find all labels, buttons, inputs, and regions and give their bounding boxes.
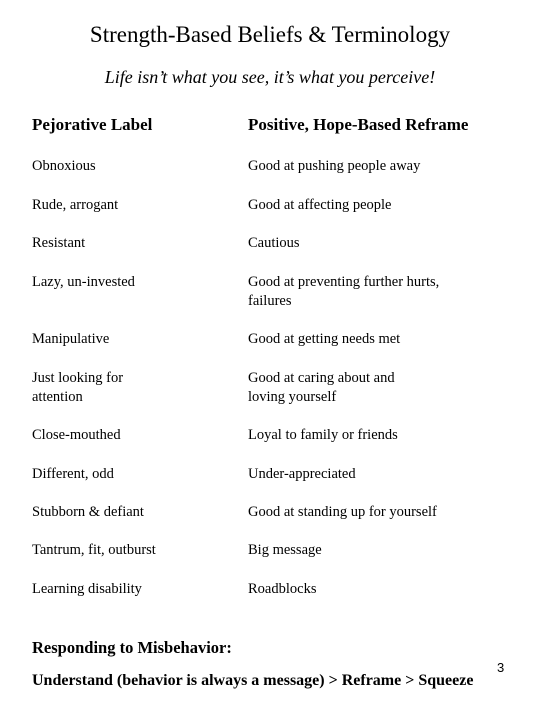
table-row-label: Resistant — [32, 235, 86, 251]
table-row-label: Obnoxious — [32, 158, 96, 174]
table-row-label: Lazy, un-invested — [32, 274, 135, 290]
table-row-reframe: Good at preventing further hurts, failures — [248, 274, 440, 309]
table-row-reframe: Good at pushing people away — [248, 158, 421, 174]
page-subtitle: Life isn’t what you see, it’s what you perceive! — [104, 67, 436, 87]
table-row-reframe: Under-appreciated — [248, 466, 356, 482]
table-row-reframe: Loyal to family or friends — [248, 427, 398, 443]
table-row-reframe: Good at caring about and loving yourself — [248, 370, 395, 405]
table-row-reframe: Good at affecting people — [248, 197, 392, 213]
table-row-reframe: Cautious — [248, 235, 300, 251]
table-row-reframe: Big message — [248, 542, 322, 558]
table-row-label: Learning disability — [32, 581, 142, 597]
table-row-reframe: Good at getting needs met — [248, 331, 401, 347]
table-row-reframe: Roadblocks — [248, 581, 317, 597]
table-row-label: Different, odd — [32, 466, 114, 482]
table-row-label: Manipulative — [32, 331, 110, 347]
page-title: Strength-Based Beliefs & Terminology — [89, 22, 451, 47]
page-number: 3 — [497, 660, 505, 675]
responding-heading: Responding to Misbehavior: — [32, 638, 232, 657]
table-row-reframe: Good at standing up for yourself — [248, 504, 437, 520]
table-row-label: Rude, arrogant — [32, 197, 119, 213]
column-header-reframe: Positive, Hope-Based Reframe — [248, 115, 469, 134]
column-header-pejorative: Pejorative Label — [32, 115, 153, 134]
table-row-label: Close-mouthed — [32, 427, 121, 443]
table-row-label: Stubborn & defiant — [32, 504, 144, 520]
table-row-label: Tantrum, fit, outburst — [32, 542, 156, 558]
responding-steps: Understand (behavior is always a message) > Reframe > Squeeze — [32, 672, 474, 689]
table-row-label: Just looking for attention — [32, 370, 124, 405]
